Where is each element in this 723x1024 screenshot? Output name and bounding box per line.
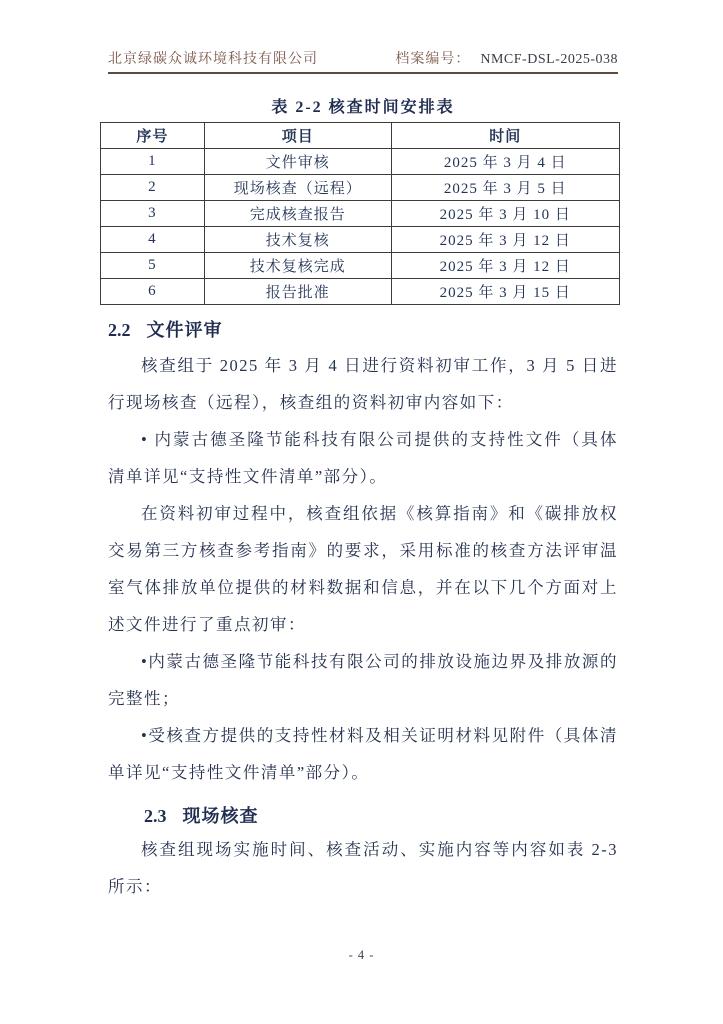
bullet-boundary-completeness: •内蒙古德圣隆节能科技有限公司的排放设施边界及排放源的完整性；: [108, 652, 618, 708]
cell-time: 2025 年 3 月 12 日: [391, 253, 619, 279]
document-body: [108, 96, 618, 905]
cell-time: 2025 年 3 月 12 日: [391, 227, 619, 253]
section-number: 2.3: [144, 806, 167, 826]
table-row: [101, 149, 620, 175]
table-header-row: [101, 123, 620, 149]
cell-item: 技术复核完成: [204, 253, 391, 279]
cell-index: 5: [101, 253, 205, 279]
cell-item: 技术复核: [204, 227, 391, 253]
col-header-item: 项目: [204, 123, 391, 149]
cell-time: 2025 年 3 月 10 日: [391, 201, 619, 227]
cell-item: 文件审核: [204, 149, 391, 175]
file-number-group: [395, 48, 618, 68]
cell-item: 完成核查报告: [204, 201, 391, 227]
cell-index: 3: [101, 201, 205, 227]
paragraph-onsite-intro: 核查组现场实施时间、核查活动、实施内容等内容如表 2-3 所示：: [108, 840, 618, 896]
table-caption: 表 2-2 核查时间安排表: [271, 99, 455, 116]
paragraph-review-process: 在资料初审过程中，核查组依据《核算指南》和《碳排放权交易第三方核查参考指南》的要求，采用标准的核查方法评审温室气体排放单位提供的材料数据和信息，并在以下几个方面对上述文件进行了重点初审：: [108, 504, 618, 634]
section-heading-2-2: [108, 315, 618, 345]
file-number-value: NMCF-DSL-2025-038: [480, 52, 618, 67]
section-heading-2-3: [108, 801, 618, 831]
page-number: - 4 -: [348, 948, 375, 962]
paragraph-initial-review: 核查组于 2025 年 3 月 4 日进行资料初审工作，3 月 5 日进行现场核查（远程），核查组的资料初审内容如下：: [108, 356, 618, 412]
cell-index: 2: [101, 175, 205, 201]
cell-item: 现场核查（远程）: [204, 175, 391, 201]
section-title: 现场核查: [182, 806, 259, 826]
table-row: [101, 175, 620, 201]
bullet-supporting-materials: •受核查方提供的支持性材料及相关证明材料见附件（具体清单详见“支持性文件清单”部分）。: [108, 726, 618, 782]
cell-index: 4: [101, 227, 205, 253]
section-title: 文件评审: [146, 320, 223, 340]
page-header: [108, 48, 618, 74]
table-row: [101, 253, 620, 279]
table-row: [101, 227, 620, 253]
cell-index: 6: [101, 279, 205, 305]
table-row: [101, 201, 620, 227]
cell-time: 2025 年 3 月 15 日: [391, 279, 619, 305]
schedule-table: [100, 122, 620, 305]
bullet-supporting-documents: • 内蒙古德圣隆节能科技有限公司提供的支持性文件（具体清单详见“支持性文件清单”部分）。: [108, 430, 618, 486]
table-row: [101, 279, 620, 305]
col-header-time: 时间: [391, 123, 619, 149]
company-name: 北京绿碳众诚环境科技有限公司: [108, 52, 318, 67]
cell-time: 2025 年 3 月 5 日: [391, 175, 619, 201]
col-header-index: 序号: [101, 123, 205, 149]
cell-index: 1: [101, 149, 205, 175]
file-number-label: 档案编号：: [395, 52, 471, 67]
section-number: 2.2: [108, 320, 131, 340]
cell-time: 2025 年 3 月 4 日: [391, 149, 619, 175]
cell-item: 报告批准: [204, 279, 391, 305]
